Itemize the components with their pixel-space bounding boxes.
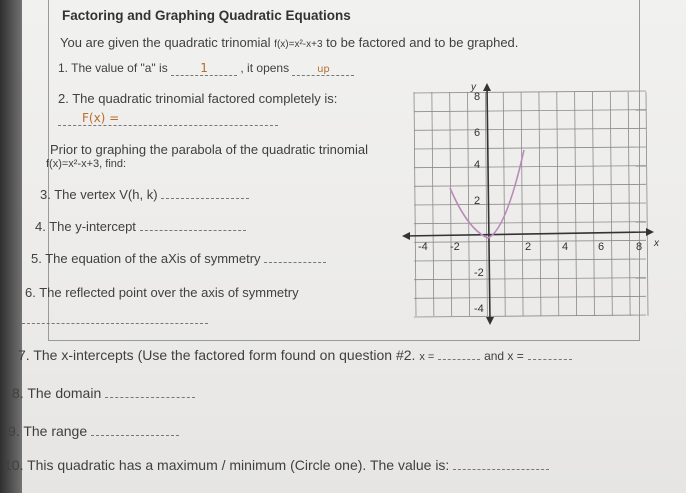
question-4-text: 4. The y-intercept [35,219,136,234]
question-10 [4,457,549,473]
y-axis-arrow-bottom [486,317,494,325]
parabola-sketch [450,150,524,238]
x-tick-label: 4 [562,241,569,253]
question-1 [58,61,354,76]
vertex-field[interactable] [161,198,249,199]
coordinate-grid [398,80,668,330]
grid-line-horizontal [414,278,646,280]
question-2-answer: F(x) = [82,111,120,125]
grid-line-vertical [432,92,434,316]
x-axis [404,232,650,236]
y-tick-label: -4 [474,303,484,315]
x-tick-label: -4 [418,241,428,253]
reflected-point-field[interactable] [22,312,208,327]
x-axis-arrow-right [646,228,654,236]
y-axis-arrow-top [483,83,491,91]
y-intercept-field[interactable] [140,230,246,231]
question-8-text: 8. The domain [12,385,102,401]
grid-line-vertical [414,92,416,316]
x-tick-label: 6 [598,241,605,253]
grid-line-horizontal [414,315,646,317]
y-tick-label: -2 [474,267,484,279]
x-axis-arrow-left [402,232,410,240]
x-tick-label: 2 [525,241,532,253]
grid-line-vertical [592,92,594,316]
x1-label: x = [419,351,435,363]
grid-line-horizontal [414,259,646,261]
y-axis-label: y [471,82,476,93]
y-tick-label: 2 [474,195,481,207]
question-9-text: 9. The range [8,423,88,439]
question-5 [31,251,326,266]
question-7 [18,347,572,363]
y-tick-label: 6 [474,127,481,139]
intro-function: f(x)=x²-x+3 [274,39,323,50]
x-tick-label: 8 [636,241,643,253]
grid-line-vertical [468,92,470,316]
x-intercept-1-field[interactable] [438,359,480,360]
range-field[interactable] [91,435,179,436]
x-intercept-2-field[interactable] [528,359,572,360]
question-8 [12,385,195,401]
question-2-text: 2. The quadratic trinomial factored completely is: [58,91,338,106]
intro-suffix: to be factored and to be graphed. [326,35,519,50]
y-tick-label: 4 [474,159,481,171]
question-5-text: 5. The equation of the aXis of symmetry [31,251,261,266]
question-3 [40,187,249,202]
question-3-text: 3. The vertex V(h, k) [40,187,158,202]
answer-opens-field[interactable] [292,61,354,76]
question-1-mid: , it opens [240,61,290,75]
grid-line-vertical [610,92,612,316]
answer-opens-value: up [317,64,330,75]
question-9 [8,423,179,439]
grid-line-horizontal [414,110,646,112]
question-2-answer-field[interactable] [58,110,278,126]
prior-line-2: f(x)=x²-x+3, find: [46,158,127,170]
prior-line-1: Prior to graphing the parabola of the quadratic trinomial [50,142,368,157]
x-tick-label: -2 [450,241,460,253]
x2-label: and x = [484,349,524,363]
grid-line-vertical [450,92,452,316]
grid-line-horizontal [414,91,646,93]
intro-prefix: You are given the quadratic trinomial [60,35,271,50]
grid-line-horizontal [414,128,646,130]
question-6-text: 6. The reflected point over the axis of symmetry [25,285,299,300]
answer-a-value: 1 [200,61,208,75]
worksheet-title: Factoring and Graphing Quadratic Equations [62,8,351,23]
question-1-text: 1. The value of "a" is [58,61,168,75]
intro-text [60,35,518,50]
question-10-text: 10. This quadratic has a maximum / minimum (Circle one). The value is: [4,457,450,473]
grid-lines [414,91,648,317]
question-4 [35,219,246,234]
question-7-text: 7. The x-intercepts (Use the factored form found on question #2. [18,347,416,363]
grid-line-vertical [628,92,630,316]
domain-field[interactable] [105,397,195,398]
max-min-value-field[interactable] [453,469,549,470]
answer-a-field[interactable] [171,61,237,76]
grid-line-vertical [646,92,648,316]
axis-of-symmetry-field[interactable] [264,262,326,263]
grid-line-horizontal [414,296,646,298]
y-tick-label: 8 [474,91,481,103]
x-axis-label: x [654,238,659,249]
